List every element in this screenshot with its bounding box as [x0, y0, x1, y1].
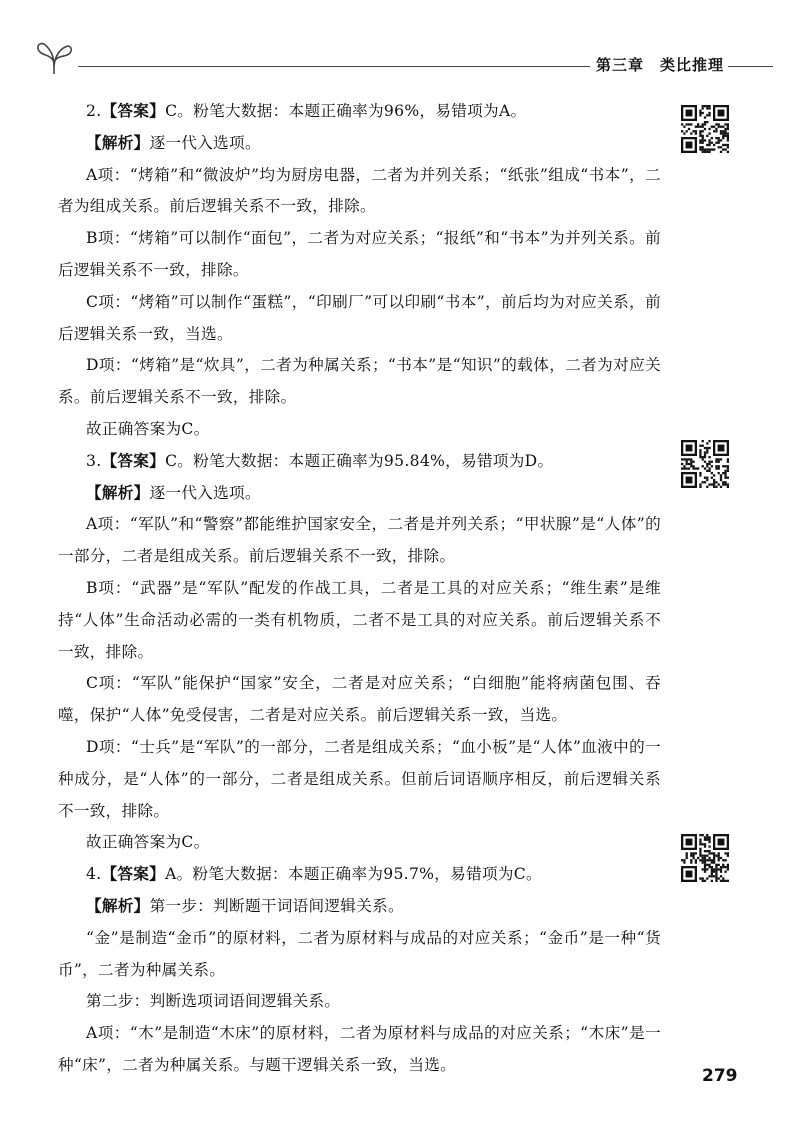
qr-code-q3-icon[interactable] — [681, 440, 729, 488]
option-c-q3: C项：“军队”能保护“国家”安全，二者是对应关系；“白细胞”能将病菌包围、吞噬，保护“人体”免受侵害，二者是对应关系。前后逻辑关系一致，当选。 — [58, 674, 661, 725]
option-b-q2: B项：“烤箱”可以制作“面包”，二者为对应关系；“报纸”和“书本”为并列关系。前后逻辑关系不一致，排除。 — [58, 229, 661, 279]
option-a-q4: A项：“木”是制造“木床”的原材料，二者为原材料与成品的对应关系；“木床”是一种“床”，二者为种属关系。与题干逻辑关系一致，当选。 — [58, 1024, 661, 1074]
page-content — [58, 96, 661, 1082]
analysis-q4: 【解析】第一步：判断题干词语间逻辑关系。 — [86, 896, 404, 915]
option-a-q2: A项：“烤箱”和“微波炉”均为厨房电器，二者为并列关系；“纸张”组成“书本”，二者为组成关系。前后逻辑关系不一致，排除。 — [58, 165, 661, 216]
qr-code-q4-icon[interactable] — [681, 834, 729, 882]
page-number: 279 — [702, 1066, 738, 1086]
option-b-q3: B项：“武器”是“军队”配发的作战工具，二者是工具的对应关系；“维生素”是维持“人体”生命活动必需的一类有机物质，二者不是工具的对应关系。前后逻辑关系不一致，排除。 — [58, 578, 661, 661]
conclusion-q3: 故正确答案为C。 — [86, 833, 210, 852]
qr-code-q2-icon[interactable] — [681, 105, 729, 153]
analysis-q3: 【解析】逐一代入选项。 — [86, 483, 261, 502]
option-d-q2: D项：“烤箱”是“炊具”，二者为种属关系；“书本”是“知识”的载体，二者为对应关系。前后逻辑关系不一致，排除。 — [58, 356, 661, 407]
option-d-q3: D项：“士兵”是“军队”的一部分，二者是组成关系；“血小板”是“人体”血液中的一种成分，是“人体”的一部分，二者是组成关系。但前后词语顺序相反，前后逻辑关系不一致，排除。 — [58, 737, 661, 820]
chapter-label: 第三章 — [596, 56, 645, 74]
conclusion-q2: 故正确答案为C。 — [86, 419, 210, 438]
answer-q2: 2.【答案】C。粉笔大数据：本题正确率为96%，易错项为A。 — [86, 102, 527, 120]
answer-q3: 3.【答案】C。粉笔大数据：本题正确率为95.84%，易错项为D。 — [86, 451, 554, 470]
page-header — [0, 0, 800, 90]
header-rule-left — [78, 66, 590, 67]
step-two-q4: 第二步：判断选项词语间逻辑关系。 — [86, 992, 341, 1011]
option-a-q3: A项：“军队”和“警察”都能维护国家安全，二者是并列关系；“甲状腺”是“人体”的一部分，二者是组成关系。前后逻辑关系不一致，排除。 — [58, 515, 661, 566]
analysis-q2: 【解析】逐一代入选项。 — [86, 133, 261, 152]
step-one-q4: “金”是制造“金币”的原材料，二者为原材料与成品的对应关系；“金币”是一种“货币”，二者为种属关系。 — [58, 928, 661, 979]
chapter-title: 类比推理 — [660, 56, 725, 74]
header-rule-right — [728, 66, 773, 67]
leaf-logo-icon — [32, 36, 76, 76]
option-c-q2: C项：“烤箱”可以制作“蛋糕”，“印刷厂”可以印刷“书本”，前后均为对应关系，前后逻辑关系一致，当选。 — [58, 292, 661, 343]
answer-q4: 4.【答案】A。粉笔大数据：本题正确率为95.7%，易错项为C。 — [86, 865, 542, 884]
